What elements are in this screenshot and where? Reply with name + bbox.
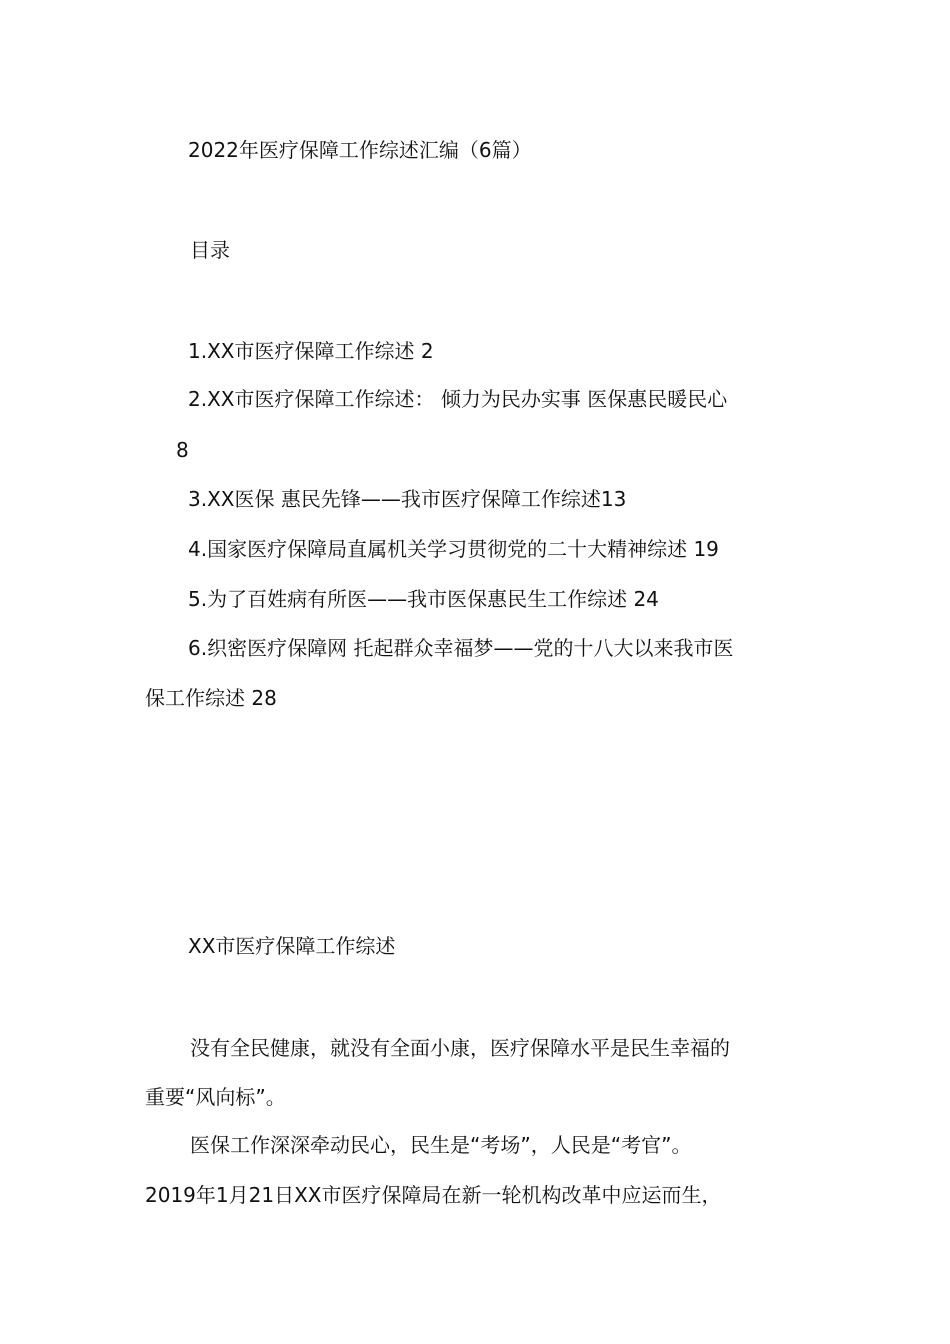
paragraph-1-line-1: 没有全民健康，就没有全面小康，医疗保障水平是民生幸福的: [190, 1036, 730, 1060]
toc-entry-6-continued[interactable]: 保工作综述 28: [145, 686, 277, 710]
toc-entry-2[interactable]: 2.XX市医疗保障工作综述： 倾力为民办实事 医保惠民暖民心: [188, 387, 728, 411]
document-title: 2022年医疗保障工作综述汇编（6篇）: [188, 138, 532, 162]
toc-entry-4[interactable]: 4.国家医疗保障局直属机关学习贯彻党的二十大精神综述 19: [188, 537, 719, 561]
paragraph-1-line-2: 重要“风向标”。: [145, 1085, 286, 1109]
toc-heading: 目录: [190, 238, 230, 262]
toc-entry-3[interactable]: 3.XX医保 惠民先锋——我市医疗保障工作综述13: [188, 487, 627, 511]
toc-entry-2-page[interactable]: 8: [176, 438, 189, 462]
paragraph-2-line-2: 2019年1月21日XX市医疗保障局在新一轮机构改革中应运而生，: [145, 1183, 722, 1207]
toc-entry-6[interactable]: 6.织密医疗保障网 托起群众幸福梦——党的十八大以来我市医: [188, 636, 734, 660]
toc-entry-5[interactable]: 5.为了百姓病有所医——我市医保惠民生工作综述 24: [188, 587, 659, 611]
toc-entry-1[interactable]: 1.XX市医疗保障工作综述 2: [188, 339, 434, 363]
section-title: XX市医疗保障工作综述: [188, 934, 396, 958]
paragraph-2-line-1: 医保工作深深牵动民心，民生是“考场”，人民是“考官”。: [190, 1133, 692, 1157]
